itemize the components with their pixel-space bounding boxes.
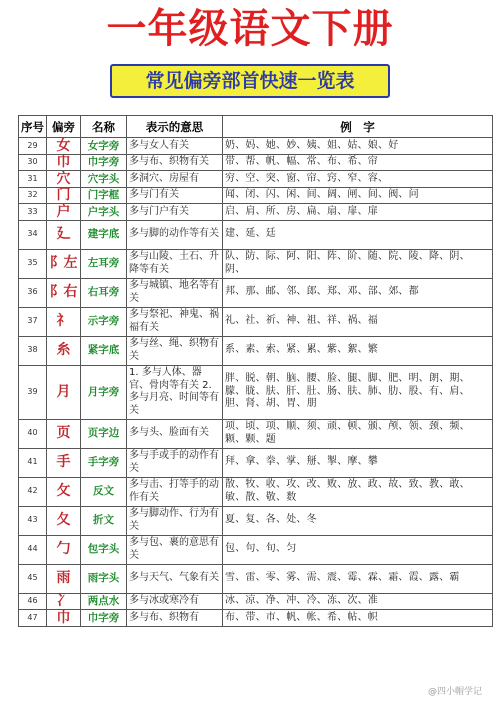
radical-name-cell: 月字旁 — [81, 365, 127, 419]
row-number: 38 — [19, 336, 47, 365]
table-row — [19, 171, 493, 188]
table-row — [19, 220, 493, 249]
radical-cell: 手 — [47, 448, 81, 477]
meaning-cell: 1. 多与人体、器官、骨肉等有关 2. 多与月亮、时间等有关 — [127, 365, 223, 419]
examples-cell: 散、牧、收、攻、改、败、放、政、故、致、教、敢、敏、散、敬、数 — [223, 477, 493, 506]
table-row — [19, 448, 493, 477]
radical-name-cell: 包字头 — [81, 535, 127, 564]
radical-cell: 攵 — [47, 477, 81, 506]
radical-name-cell: 巾字旁 — [81, 610, 127, 627]
meaning-cell: 多与城镇、地名等有关 — [127, 278, 223, 307]
meaning-cell: 多与门户有关 — [127, 204, 223, 221]
meaning-cell: 多与手或手的动作有关 — [127, 448, 223, 477]
radical-cell: 户 — [47, 204, 81, 221]
radical-cell: 阝右 — [47, 278, 81, 307]
table-row — [19, 593, 493, 610]
radical-name-cell: 示字旁 — [81, 307, 127, 336]
examples-cell: 队、防、际、阿、阳、阵、阶、随、院、陵、降、阴、阴、 — [223, 249, 493, 278]
row-number: 43 — [19, 506, 47, 535]
table-row — [19, 187, 493, 204]
examples-cell: 冰、凉、净、冲、冷、冻、次、准 — [223, 593, 493, 610]
row-number: 46 — [19, 593, 47, 610]
table-row — [19, 336, 493, 365]
examples-cell: 启、肩、所、房、扁、扇、扉、扉 — [223, 204, 493, 221]
meaning-cell: 多与脚动作、行为有关 — [127, 506, 223, 535]
examples-cell: 穷、空、突、窗、帘、窍、窄、容、 — [223, 171, 493, 188]
radical-table — [18, 115, 493, 627]
row-number: 30 — [19, 154, 47, 171]
table-row — [19, 307, 493, 336]
meaning-cell: 多与门有关 — [127, 187, 223, 204]
radical-cell: 冫 — [47, 593, 81, 610]
meaning-cell: 多与天气、气象有关 — [127, 564, 223, 593]
radical-name-cell: 左耳旁 — [81, 249, 127, 278]
table-row — [19, 138, 493, 155]
radical-name-cell: 雨字头 — [81, 564, 127, 593]
examples-cell: 闻、闭、闪、闲、间、阔、闸、间、阀、问 — [223, 187, 493, 204]
meaning-cell: 多与女人有关 — [127, 138, 223, 155]
radical-cell: 女 — [47, 138, 81, 155]
meaning-cell: 多与击、打等手的动作有关 — [127, 477, 223, 506]
radical-cell: 糸 — [47, 336, 81, 365]
examples-cell: 拜、拿、拳、掌、掰、掣、摩、攀 — [223, 448, 493, 477]
header-name: 名称 — [81, 116, 127, 138]
table-row — [19, 564, 493, 593]
radical-name-cell: 女字旁 — [81, 138, 127, 155]
header-examples: 例 字 — [223, 116, 493, 138]
table-row — [19, 419, 493, 448]
meaning-cell: 多与布、织物有关 — [127, 154, 223, 171]
examples-cell: 夏、复、各、处、冬 — [223, 506, 493, 535]
radical-cell: 阝左 — [47, 249, 81, 278]
row-number: 32 — [19, 187, 47, 204]
row-number: 36 — [19, 278, 47, 307]
row-number: 39 — [19, 365, 47, 419]
table-header-row — [19, 116, 493, 138]
row-number: 42 — [19, 477, 47, 506]
page-title: 一年级语文下册 — [106, 6, 394, 52]
radical-name-cell: 右耳旁 — [81, 278, 127, 307]
table-row — [19, 365, 493, 419]
row-number: 41 — [19, 448, 47, 477]
row-number: 33 — [19, 204, 47, 221]
table-row — [19, 610, 493, 627]
row-number: 40 — [19, 419, 47, 448]
radical-name-cell: 建字底 — [81, 220, 127, 249]
meaning-cell: 多与冰或寒冷有 — [127, 593, 223, 610]
examples-cell: 带、帮、帆、幅、常、布、希、帘 — [223, 154, 493, 171]
examples-cell: 胖、脱、朝、脑、腰、脸、腿、脚、肥、明、朗、期、朦、胧、肤、肝、肚、肠、肤、肺、肋、股、有、肩、胆、肾、胡、胃、朋 — [223, 365, 493, 419]
examples-cell: 礼、社、祈、神、祖、祥、祸、福 — [223, 307, 493, 336]
table-row — [19, 204, 493, 221]
radical-cell: 勹 — [47, 535, 81, 564]
radical-name-cell: 手字旁 — [81, 448, 127, 477]
radical-name-cell: 巾字旁 — [81, 154, 127, 171]
row-number: 45 — [19, 564, 47, 593]
subtitle-banner: 常见偏旁部首快速一览表 — [110, 64, 390, 98]
row-number: 35 — [19, 249, 47, 278]
meaning-cell: 多与布、织物有 — [127, 610, 223, 627]
meaning-cell: 多洞穴、房屋有 — [127, 171, 223, 188]
radical-cell: 巾 — [47, 610, 81, 627]
radical-name-cell: 紧字底 — [81, 336, 127, 365]
radical-name-cell: 户字头 — [81, 204, 127, 221]
meaning-cell: 多与包、裹的意思有关 — [127, 535, 223, 564]
watermark: @四小帽学记 — [427, 687, 482, 697]
header-number: 序号 — [19, 116, 47, 138]
row-number: 37 — [19, 307, 47, 336]
header-meaning: 表示的意思 — [127, 116, 223, 138]
meaning-cell: 多与丝、绳、织物有关 — [127, 336, 223, 365]
radical-cell: 月 — [47, 365, 81, 419]
examples-cell: 系、素、索、紧、累、紫、絮、繁 — [223, 336, 493, 365]
examples-cell: 包、句、旬、匀 — [223, 535, 493, 564]
examples-cell: 项、顷、项、顺、须、顽、顿、颁、颅、领、颈、频、颗、颗、题 — [223, 419, 493, 448]
table-body — [19, 138, 493, 627]
table-row — [19, 506, 493, 535]
radical-cell: 页 — [47, 419, 81, 448]
table-row — [19, 278, 493, 307]
row-number: 29 — [19, 138, 47, 155]
examples-cell: 雪、雷、零、雾、需、震、霉、霖、霜、霞、露、霸 — [223, 564, 493, 593]
radical-cell: 巾 — [47, 154, 81, 171]
radical-name-cell: 反文 — [81, 477, 127, 506]
radical-name-cell: 穴字头 — [81, 171, 127, 188]
row-number: 44 — [19, 535, 47, 564]
radical-name-cell: 两点水 — [81, 593, 127, 610]
meaning-cell: 多与脚的动作等有关 — [127, 220, 223, 249]
radical-cell: 廴 — [47, 220, 81, 249]
radical-name-cell: 折文 — [81, 506, 127, 535]
radical-cell: 夂 — [47, 506, 81, 535]
radical-cell: 雨 — [47, 564, 81, 593]
radical-cell: 礻 — [47, 307, 81, 336]
examples-cell: 布、带、市、帆、帐、希、帖、帜 — [223, 610, 493, 627]
radical-name-cell: 门字框 — [81, 187, 127, 204]
table-row — [19, 154, 493, 171]
header-radical: 偏旁 — [47, 116, 81, 138]
radical-cell: 门 — [47, 187, 81, 204]
radical-cell: 穴 — [47, 171, 81, 188]
table-row — [19, 535, 493, 564]
meaning-cell: 多与祭祀、神鬼、祸福有关 — [127, 307, 223, 336]
row-number: 31 — [19, 171, 47, 188]
meaning-cell: 多与山陵、土石、升降等有关 — [127, 249, 223, 278]
examples-cell: 建、延、廷 — [223, 220, 493, 249]
examples-cell: 奶、妈、她、妙、姨、姐、姑、娘、好 — [223, 138, 493, 155]
row-number: 47 — [19, 610, 47, 627]
table-row — [19, 249, 493, 278]
examples-cell: 邦、那、邮、邻、郎、郑、邓、部、郊、都 — [223, 278, 493, 307]
meaning-cell: 多与头、脸面有关 — [127, 419, 223, 448]
row-number: 34 — [19, 220, 47, 249]
radical-name-cell: 页字边 — [81, 419, 127, 448]
table-row — [19, 477, 493, 506]
